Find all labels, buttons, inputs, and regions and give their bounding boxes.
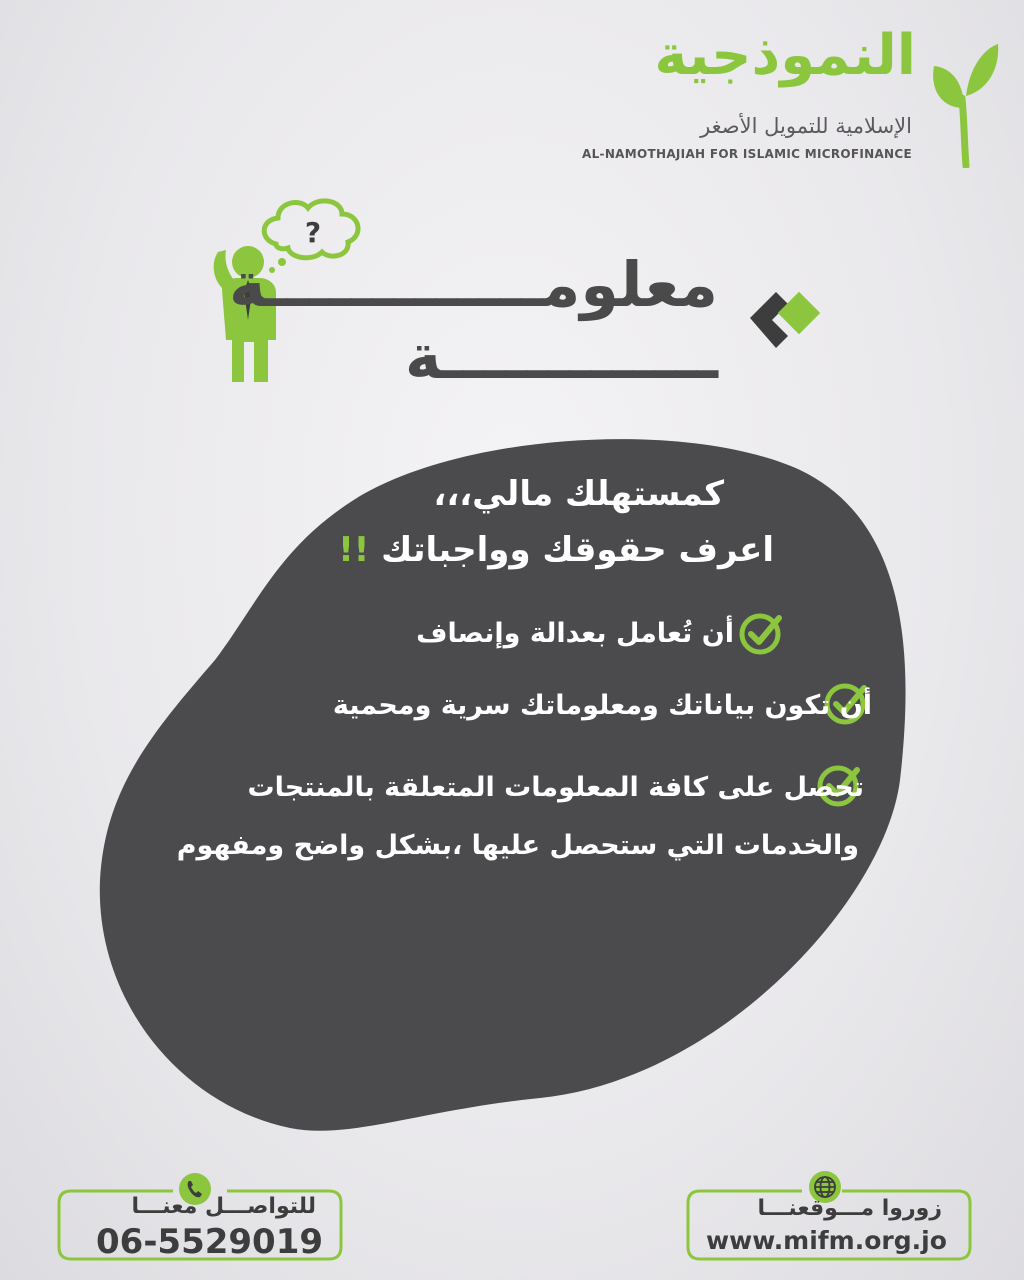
headline-line-2: ـــــــــــــة (404, 320, 718, 393)
website-label: زوروا مـــوقعنـــا (757, 1196, 942, 1221)
brand-subtitle-ar: الإسلامية للتمويل الأصغر (700, 114, 912, 138)
sprout-icon (930, 38, 1000, 168)
list-item-3: تحصل على كافة المعلومات المتعلقة بالمنتجات (247, 772, 864, 803)
intro-line-2-text: اعرف حقوقك وواجباتك (381, 530, 774, 570)
list-item-2: أن تكون بياناتك ومعلوماتك سرية ومحمية (332, 690, 872, 721)
check-circle-icon (737, 610, 783, 656)
contact-phone[interactable]: 06-5529019 (96, 1222, 324, 1262)
exclamation-marks: !! (338, 530, 370, 570)
headline-line-1: معلومـــــــــــــة (228, 248, 718, 321)
decorative-squares (744, 286, 826, 356)
intro-line-1: كمستهلك مالي،،، (433, 474, 724, 514)
svg-text:?: ? (304, 216, 322, 249)
brand-name-ar: النموذجية (654, 23, 916, 88)
contact-label: للتواصـــل معنـــا (131, 1194, 316, 1219)
intro-line-2 (338, 530, 774, 570)
list-item-3-continued: والخدمات التي ستحصل عليها ،بشكل واضح ومفهوم (176, 830, 859, 861)
list-item-1: أن تُعامل بعدالة وإنصاف (416, 618, 734, 649)
brand-name-en: AL-NAMOTHAJIAH FOR ISLAMIC MICROFINANCE (582, 147, 912, 161)
website-url[interactable]: www.mifm.org.jo (706, 1226, 947, 1255)
